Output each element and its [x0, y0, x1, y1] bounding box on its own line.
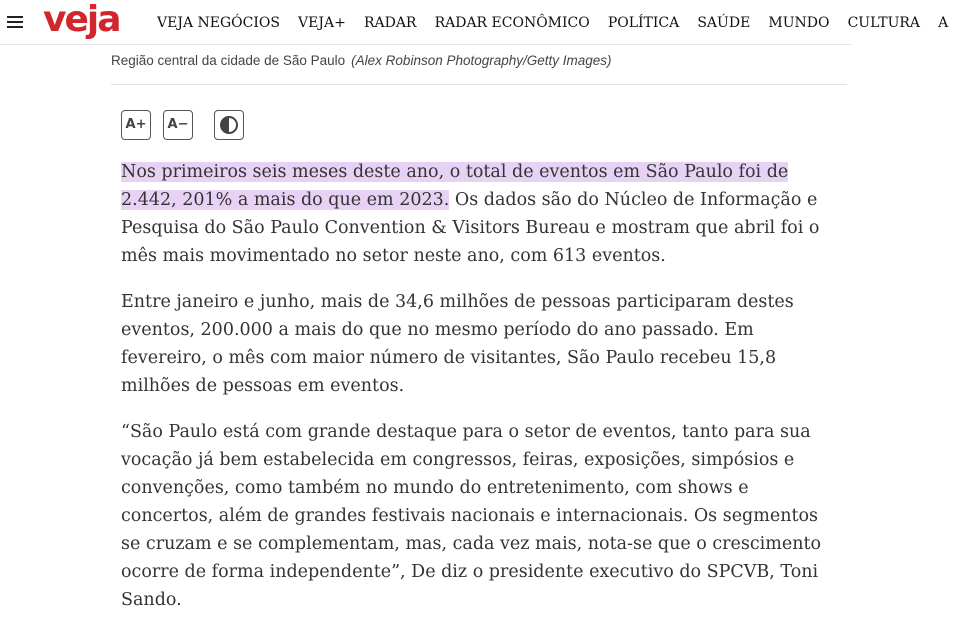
nav-item-radar-economico[interactable]: RADAR ECONÔMICO [434, 15, 590, 31]
top-navigation-bar [0, 0, 949, 45]
article-paragraph-1 [121, 158, 841, 270]
nav-item-cultura[interactable]: CULTURA [847, 15, 921, 31]
decrease-font-button[interactable]: A− [163, 110, 193, 140]
nav-item-veja-negocios[interactable]: VEJA NEGÓCIOS [157, 15, 280, 31]
increase-font-button[interactable]: A+ [121, 110, 151, 140]
article-body [121, 158, 841, 632]
caption-credit: (Alex Robinson Photography/Getty Images) [351, 53, 612, 68]
caption-text: Região central da cidade de São Paulo [111, 53, 346, 68]
caption-divider [111, 84, 847, 85]
veja-logo[interactable]: veja [43, 0, 120, 40]
menu-icon[interactable] [7, 16, 23, 30]
nav-item-radar[interactable]: RADAR [363, 15, 417, 31]
article-paragraph-2: Entre janeiro e junho, mais de 34,6 milhões de pessoas participaram destes eventos, 200.000 a mais do que no mesmo período do ano passado. Em fevereiro, o mês com maior número de visitantes, São Paulo recebeu 15,8 milhões de pessoas em eventos. [121, 292, 794, 396]
nav-item-truncated[interactable]: A [938, 15, 949, 31]
nav-item-mundo[interactable]: MUNDO [768, 15, 830, 31]
nav-item-veja-plus[interactable]: VEJA+ [298, 15, 346, 31]
nav-item-saude[interactable]: SAÚDE [697, 15, 751, 31]
article-paragraph-3: “São Paulo está com grande destaque para o setor de eventos, tanto para sua vocação já bem estabelecida em congressos, feiras, exposições, simpósios e convenções, como também no mundo do entretenimento, com shows e concertos, além de grandes festivais nacionais e internacionais. Os segmentos se cruzam e se complementam, mas, cada vez mais, nota-se que o crescimento ocorre de forma independente”, De diz o presidente executivo do SPCVB, Toni Sando. [121, 422, 822, 610]
contrast-toggle-button[interactable] [214, 110, 244, 140]
main-nav [157, 12, 961, 31]
highlighted-text: Nos primeiros seis meses deste ano, o total de eventos em São Paulo foi de 2.442, 201% a mais do que em 2023. [121, 162, 789, 210]
image-caption [111, 53, 612, 68]
nav-item-politica[interactable]: POLÍTICA [607, 15, 680, 31]
contrast-icon [220, 116, 238, 134]
paragraph-1-rest: Os dados são do Núcleo de Informação e Pesquisa do São Paulo Convention & Visitors Bureau e mostram que abril foi o mês mais movimentado no setor neste ano, com 613 eventos. [121, 190, 820, 266]
